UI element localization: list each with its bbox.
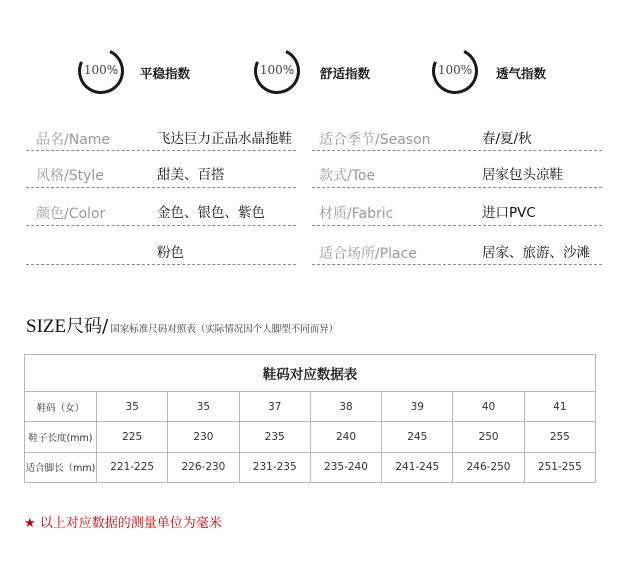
table-cell: 225	[97, 422, 168, 452]
comfort-index-label: 舒适指数	[320, 66, 371, 81]
table-cell: 246-250	[453, 452, 524, 482]
table-cell: 221-225	[97, 452, 168, 482]
table-row	[25, 392, 596, 422]
divider	[26, 264, 296, 265]
size-heading-cn: 尺码/	[66, 316, 109, 337]
size-table	[24, 354, 596, 483]
table-row	[25, 422, 596, 452]
divider	[26, 225, 296, 226]
attr-label-fabric: 材质/Fabric	[319, 206, 394, 222]
table-cell: 231-235	[239, 452, 310, 482]
attr-label-color: 颜色/Color	[36, 206, 106, 222]
size-heading-latin: SIZE	[26, 316, 67, 337]
row-header-shoe-length: 鞋子长度(mm)	[25, 422, 97, 452]
measurement-footnote: ★ 以上对应数据的测量单位为毫米	[24, 516, 222, 531]
attr-label-style: 风格/Style	[36, 168, 104, 184]
attr-value-season: 春/夏/秋	[482, 131, 532, 147]
table-row	[25, 452, 596, 482]
table-cell: 255	[524, 422, 595, 452]
divider	[26, 150, 296, 151]
table-cell: 235	[239, 422, 310, 452]
breathability-index-label: 透气指数	[496, 66, 547, 81]
divider	[312, 187, 602, 188]
table-cell: 226-230	[168, 452, 239, 482]
row-header-shoe-size: 鞋码（女）	[25, 392, 97, 422]
table-cell: 41	[524, 392, 595, 422]
table-cell: 235-240	[310, 452, 381, 482]
table-cell: 35	[97, 392, 168, 422]
attr-value-fabric: 进口PVC	[482, 205, 536, 221]
attr-label-season: 适合季节/Season	[319, 132, 431, 148]
divider	[26, 187, 296, 188]
size-heading-note: 国家标准尺码对照表（实际情况因个人脚型不同而异）	[110, 324, 339, 335]
table-cell: 35	[168, 392, 239, 422]
table-cell: 40	[453, 392, 524, 422]
attr-value-place: 居家、旅游、沙滩	[482, 245, 590, 261]
table-cell: 251-255	[524, 452, 595, 482]
table-cell: 245	[382, 422, 453, 452]
divider	[312, 225, 602, 226]
table-cell: 39	[382, 392, 453, 422]
attr-value-toe: 居家包头凉鞋	[482, 167, 563, 183]
attr-label-place: 适合场所/Place	[319, 246, 417, 262]
breathability-index-value: 100%	[437, 63, 473, 77]
comfort-index-value: 100%	[259, 63, 295, 77]
stability-index-label: 平稳指数	[140, 66, 191, 81]
attr-label-name: 品名/Name	[36, 132, 111, 148]
table-cell: 241-245	[382, 452, 453, 482]
table-cell: 240	[310, 422, 381, 452]
table-caption-row	[25, 355, 596, 392]
divider	[312, 150, 602, 151]
size-heading	[26, 312, 338, 338]
attr-label-toe: 款式/Toe	[319, 168, 376, 184]
stability-index-value: 100%	[83, 63, 119, 77]
table-cell: 250	[453, 422, 524, 452]
table-cell: 37	[239, 392, 310, 422]
row-header-foot-length: 适合脚长（mm)	[25, 452, 97, 482]
table-cell: 38	[310, 392, 381, 422]
table-cell: 230	[168, 422, 239, 452]
attr-value-name: 飞达巨力正品水晶拖鞋	[157, 131, 292, 147]
attr-value-color: 金色、银色、紫色	[157, 205, 265, 221]
attr-value-style: 甜美、百搭	[157, 167, 225, 183]
divider	[312, 264, 602, 265]
table-caption: 鞋码对应数据表	[25, 355, 596, 392]
attr-value-color-cont: 粉色	[157, 245, 184, 261]
